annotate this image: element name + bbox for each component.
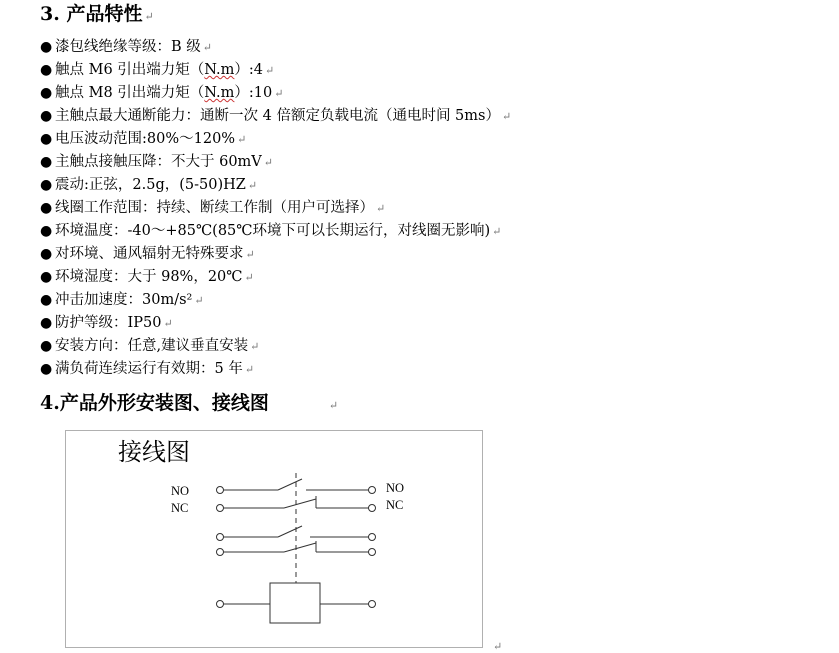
feature-text: 安装方向：任意,建议垂直安装: [55, 338, 249, 354]
bullet-icon: ●: [40, 154, 53, 170]
paragraph-mark-icon: ↵: [376, 202, 386, 215]
paragraph-mark-icon: ↵: [194, 294, 204, 307]
bullet-icon: ●: [40, 315, 53, 331]
feature-text: 漆包线绝缘等级：B 级: [55, 39, 201, 55]
terminal: [369, 487, 376, 494]
right-no-label: NO: [386, 481, 405, 495]
feature-item: [40, 59, 511, 82]
feature-text: 主触点接触压降：不大于 60mV: [55, 154, 262, 170]
terminal: [217, 534, 224, 541]
feature-item: [40, 358, 511, 381]
switch-blade: [284, 499, 316, 508]
terminal: [369, 549, 376, 556]
right-nc-label: NC: [386, 498, 404, 512]
feature-item: [40, 312, 511, 335]
feature-text: 环境湿度：大于 98%，20℃: [55, 269, 243, 285]
feature-item: [40, 197, 511, 220]
feature-item: [40, 82, 511, 105]
switch-blade: [278, 526, 302, 537]
section-3-heading: [40, 2, 154, 29]
bullet-icon: ●: [40, 200, 53, 216]
section-4-heading: [40, 391, 338, 418]
terminal: [369, 505, 376, 512]
paragraph-mark-icon: ↵: [328, 399, 339, 412]
feature-text: 对环境、通风辐射无特殊要求: [55, 246, 244, 262]
bullet-icon: ●: [40, 108, 53, 124]
terminal: [217, 549, 224, 556]
feature-text: 线圈工作范围：持续、断续工作制（用户可选择）: [55, 200, 374, 216]
feature-text: 震动:正弦，2.5g，(5-50)HZ: [55, 177, 246, 193]
paragraph-mark-icon: ↵: [493, 640, 503, 653]
feature-item: [40, 220, 511, 243]
feature-text: 满负荷连续运行有效期：5 年: [55, 361, 243, 377]
paragraph-mark-icon: ↵: [163, 317, 173, 330]
bullet-icon: ●: [40, 131, 53, 147]
bullet-icon: ●: [40, 246, 53, 262]
bullet-icon: ●: [40, 292, 53, 308]
feature-text: 触点 M6 引出端力矩（N.m）:4: [55, 62, 264, 78]
switch-blade: [284, 543, 316, 552]
paragraph-mark-icon: ↵: [202, 41, 212, 54]
bullet-icon: ●: [40, 62, 53, 78]
bullet-icon: ●: [40, 338, 53, 354]
feature-item: [40, 151, 511, 174]
terminal: [217, 601, 224, 608]
feature-item: [40, 266, 511, 289]
paragraph-mark-icon: ↵: [265, 64, 275, 77]
feature-text: 防护等级：IP50: [55, 315, 162, 331]
paragraph-mark-icon: ↵: [501, 110, 512, 123]
wiring-schematic: [66, 431, 484, 649]
paragraph-mark-icon: ↵: [144, 10, 154, 23]
wiring-diagram-figure: [65, 430, 483, 648]
feature-item: [40, 36, 511, 59]
paragraph-mark-icon: ↵: [245, 248, 255, 261]
section-3-title: 3. 产品特性: [40, 3, 143, 25]
section-4-title: 4.产品外形安装图、接线图: [40, 392, 269, 414]
bullet-icon: ●: [40, 177, 53, 193]
paragraph-mark-icon: ↵: [247, 179, 258, 192]
feature-list: [40, 36, 511, 381]
feature-text: 主触点最大通断能力：通断一次 4 倍额定负载电流（通电时间 5ms）: [55, 108, 500, 124]
feature-item: [40, 174, 511, 197]
terminal: [369, 534, 376, 541]
coil-box: [270, 583, 320, 623]
switch-blade: [278, 479, 302, 490]
feature-item: [40, 289, 511, 312]
terminal: [217, 505, 224, 512]
wiring-diagram-title: 接线图: [118, 438, 190, 466]
paragraph-mark-icon: ↵: [250, 340, 260, 353]
paragraph-mark-icon: ↵: [492, 225, 502, 238]
left-no-label: NO: [171, 484, 190, 498]
bullet-icon: ●: [40, 269, 53, 285]
paragraph-mark-icon: ↵: [237, 133, 247, 146]
terminal: [217, 487, 224, 494]
bullet-icon: ●: [40, 223, 53, 239]
paragraph-mark-icon: ↵: [263, 156, 273, 169]
paragraph-mark-icon: ↵: [274, 87, 284, 100]
feature-text: 触点 M8 引出端力矩（N.m）:10: [55, 85, 273, 101]
feature-item: [40, 128, 511, 151]
paragraph-mark-icon: ↵: [244, 363, 255, 376]
left-nc-label: NC: [171, 501, 189, 515]
terminal: [369, 601, 376, 608]
feature-item: [40, 105, 511, 128]
feature-item: [40, 243, 511, 266]
bullet-icon: ●: [40, 85, 53, 101]
feature-text: 环境温度：-40～+85℃(85℃环境下可以长期运行，对线圈无影响): [55, 223, 491, 239]
paragraph-mark-icon: ↵: [244, 271, 254, 284]
feature-text: 冲击加速度：30m/s²: [55, 292, 193, 308]
bullet-icon: ●: [40, 39, 53, 55]
feature-text: 电压波动范围:80%～120%: [55, 131, 236, 147]
bullet-icon: ●: [40, 361, 53, 377]
feature-item: [40, 335, 511, 358]
